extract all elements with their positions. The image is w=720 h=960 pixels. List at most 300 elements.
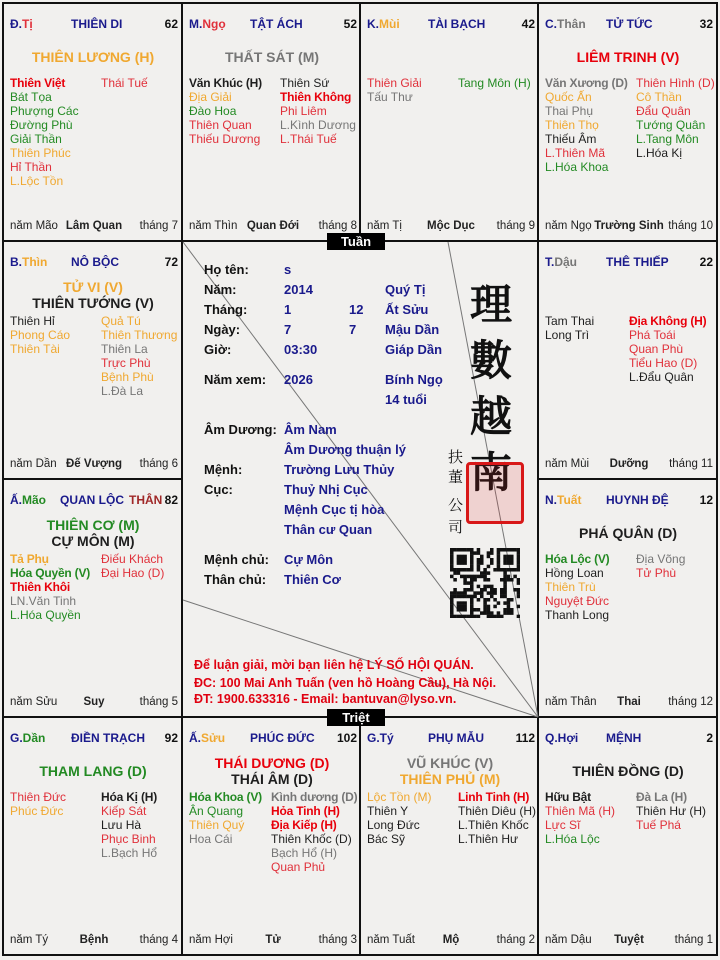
qr-module (463, 578, 467, 582)
palace-name-text: THIÊN DI (71, 17, 123, 31)
minor-star: Thiên Sứ (280, 76, 330, 90)
minor-stars-right (101, 76, 148, 90)
qr-module (480, 561, 484, 565)
palace-header (10, 731, 178, 747)
qr-module (477, 585, 481, 589)
qr-module (510, 561, 514, 565)
life-stage: Thai (617, 696, 641, 708)
qr-module (457, 605, 461, 609)
qr-module (510, 558, 514, 562)
qr-module (477, 551, 481, 555)
qr-module (453, 595, 457, 599)
heavenly-stem: G. (10, 731, 23, 745)
month-label: tháng 9 (496, 220, 535, 232)
minor-star: Long Trì (545, 328, 590, 342)
qr-module (500, 568, 504, 572)
qr-module (463, 581, 467, 585)
info-value: Mậu Dần (385, 322, 440, 337)
qr-module (450, 558, 454, 562)
earthly-branch: Tị (22, 17, 33, 31)
qr-module (497, 601, 501, 605)
logo-character: 理 (470, 280, 513, 329)
main-star: VŨ KHÚC (V) (406, 755, 494, 771)
palace-footer (545, 696, 713, 708)
palace-name-text: TỬ TỨC (606, 17, 653, 31)
qr-module (483, 601, 487, 605)
minor-star: Quan Phù (629, 342, 684, 356)
qr-module (483, 611, 487, 615)
palace-name-text: ĐIỀN TRẠCH (71, 731, 145, 745)
qr-module (497, 561, 501, 565)
minor-star: L.Thiên Hư (458, 832, 519, 846)
qr-module (453, 568, 457, 572)
qr-module (470, 588, 474, 592)
minor-star: Địa Giải (189, 90, 232, 104)
minor-stars-right (636, 76, 715, 160)
qr-module (483, 598, 487, 602)
minor-star: LN.Văn Tinh (10, 594, 77, 608)
qr-module (453, 578, 457, 582)
minor-star: Đường Phù (10, 118, 73, 132)
life-stage: Mộ (442, 934, 460, 946)
minor-star: Thiên Tài (10, 342, 60, 356)
qr-module (470, 561, 474, 565)
tuan-marker: Tuần (327, 233, 385, 250)
palace-cell[interactable] (183, 718, 361, 956)
qr-module (513, 588, 517, 592)
year-label: năm Tuất (367, 934, 415, 946)
palace-name (428, 731, 484, 745)
qr-module (460, 575, 464, 579)
qr-module (470, 581, 474, 585)
qr-module (453, 615, 457, 618)
minor-star: Địa Võng (636, 552, 686, 566)
qr-module (473, 595, 477, 599)
qr-module (467, 568, 471, 572)
palace-cell[interactable] (4, 242, 182, 480)
qr-module (507, 601, 511, 605)
qr-module (450, 608, 454, 612)
minor-star: Tấu Thư (367, 90, 413, 104)
info-value: Thiên Cơ (284, 572, 341, 587)
palace-cell[interactable] (539, 4, 717, 242)
minor-star: L.Hóa Lộc (545, 832, 600, 846)
palace-cell[interactable] (361, 718, 539, 956)
contact-line: ĐC: 100 Mai Anh Tuấn (ven hồ Hoàng Cầu), Hà Nội. (194, 676, 497, 690)
triet-marker: Triệt (327, 709, 385, 726)
qr-module (467, 588, 471, 592)
minor-star: Quả Tú (101, 314, 141, 328)
qr-module (480, 575, 484, 579)
palace-name-text: PHỤ MẪU (428, 731, 484, 745)
qr-module (503, 548, 507, 552)
info-label: Mệnh: (204, 462, 243, 477)
minor-star: Phục Binh (101, 832, 156, 846)
qr-module (457, 591, 461, 595)
qr-module (477, 591, 481, 595)
qr-module (470, 551, 474, 555)
minor-stars-right (636, 790, 706, 832)
qr-module (450, 595, 454, 599)
earthly-branch: Ngọ (202, 17, 226, 31)
earthly-branch: Tý (379, 731, 394, 745)
palace-cell[interactable] (361, 4, 539, 242)
qr-module (493, 605, 497, 609)
minor-stars-right (101, 552, 164, 580)
minor-star: Thai Phụ (545, 104, 594, 118)
red-seal (466, 462, 524, 524)
qr-module (487, 591, 491, 595)
qr-module (470, 565, 474, 569)
qr-module (463, 595, 467, 599)
qr-module (517, 548, 520, 552)
minor-star: Tang Môn (H) (458, 76, 531, 90)
qr-module (463, 591, 467, 595)
minor-stars-left (10, 76, 79, 188)
minor-star: L.Lộc Tồn (10, 174, 64, 188)
qr-module (463, 608, 467, 612)
heavenly-stem: N. (545, 493, 557, 507)
qr-module (497, 548, 501, 552)
info-value: 03:30 (284, 342, 318, 357)
qr-module (450, 605, 454, 609)
heavenly-stem: Ấ. (189, 731, 201, 745)
year-label: năm Sửu (10, 696, 58, 708)
palace-cell[interactable] (4, 4, 182, 242)
qr-module (503, 585, 507, 589)
qr-module (450, 611, 454, 615)
minor-star: Thiên La (101, 342, 148, 356)
qr-module (507, 561, 511, 565)
qr-module (510, 548, 514, 552)
qr-module (493, 588, 497, 592)
qr-module (477, 568, 481, 572)
heavenly-stem: Ấ. (10, 493, 22, 507)
minor-star: Lưu Hà (101, 818, 142, 832)
minor-star: Thiên Khốc (D) (271, 832, 352, 846)
minor-star: Nguyệt Đức (545, 594, 610, 608)
qr-module (483, 608, 487, 612)
logo-character: 數 (470, 336, 513, 385)
minor-star: Thiên Khôi (10, 580, 70, 594)
main-star: TỬ VI (V) (63, 279, 123, 295)
minor-stars-right (458, 76, 531, 90)
minor-star: Lực Sĩ (545, 818, 581, 832)
logo-small-character: 扶 (448, 448, 464, 466)
year-label: năm Thìn (189, 220, 238, 232)
main-stars (539, 38, 717, 76)
main-star: CỰ MÔN (M) (51, 533, 135, 549)
qr-module (487, 565, 491, 569)
minor-star: Thanh Long (545, 608, 610, 622)
qr-module (477, 575, 481, 579)
qr-module (510, 608, 514, 612)
month-label: tháng 10 (668, 220, 713, 232)
qr-module (503, 611, 507, 615)
qr-module (470, 595, 474, 599)
minor-star: Đẩu Quân (636, 104, 691, 118)
qr-module (463, 601, 467, 605)
minor-stars-left (545, 76, 628, 174)
qr-module (503, 568, 507, 572)
qr-module (460, 561, 464, 565)
qr-module (503, 588, 507, 592)
year-label: năm Thân (545, 696, 597, 708)
palace-cell[interactable] (4, 718, 182, 956)
minor-star: Thiên Phúc (10, 146, 71, 160)
qr-module (490, 551, 494, 555)
qr-module (477, 615, 481, 618)
qr-module (517, 588, 520, 592)
palace-footer (189, 934, 357, 946)
year-label: năm Dậu (545, 934, 592, 946)
minor-stars-right (101, 314, 177, 398)
month-label: tháng 1 (674, 934, 713, 946)
info-value: Giáp Dần (385, 342, 443, 357)
qr-module (507, 608, 511, 612)
qr-module (517, 595, 520, 599)
qr-module (450, 601, 454, 605)
qr-module (483, 568, 487, 572)
qr-module (457, 548, 461, 552)
logo-small-character: 公 (448, 496, 464, 514)
minor-star: Quốc Ấn (545, 90, 592, 104)
minor-star: Long Đức (367, 818, 420, 832)
qr-module (510, 611, 514, 615)
qr-module (460, 558, 464, 562)
main-star: PHÁ QUÂN (D) (579, 525, 677, 541)
minor-star: L.Thái Tuế (280, 132, 337, 146)
qr-module (467, 615, 471, 618)
qr-module (450, 575, 454, 579)
minor-star: Bát Tọa (10, 90, 52, 104)
palace-cell[interactable] (539, 480, 717, 718)
info-label: Giờ: (204, 342, 232, 357)
minor-stars-right (629, 314, 706, 384)
qr-module (497, 568, 501, 572)
palace-name-text: TÀI BẠCH (428, 17, 486, 31)
palace-name-text: NÔ BỘC (71, 255, 119, 269)
life-stage: Tử (265, 934, 281, 946)
qr-module (497, 565, 501, 569)
life-stage: Suy (83, 696, 105, 708)
main-star: THẤT SÁT (M) (224, 49, 320, 65)
qr-module (453, 591, 457, 595)
main-star: THAM LANG (D) (39, 763, 147, 779)
minor-star: Tả Phụ (10, 552, 49, 566)
minor-star: Đại Hao (D) (101, 566, 165, 580)
info-value: Quý Tị (385, 282, 426, 297)
palace-name (606, 731, 641, 745)
info-value: 14 tuổi (385, 392, 427, 407)
earthly-branch: Dần (22, 731, 46, 745)
qr-module (473, 575, 477, 579)
qr-module (477, 548, 481, 552)
minor-star: Thiên Quý (189, 818, 245, 832)
minor-star: Phúc Đức (10, 804, 64, 818)
earthly-branch: Thân (557, 17, 586, 31)
palace-name (606, 17, 653, 31)
qr-module (510, 568, 514, 572)
main-stars (4, 514, 182, 552)
month-label: tháng 4 (139, 934, 178, 946)
qr-module (503, 578, 507, 582)
qr-module (477, 608, 481, 612)
minor-star: Văn Khúc (H) (189, 76, 262, 90)
qr-module (497, 611, 501, 615)
qr-module (460, 615, 464, 618)
qr-module (507, 568, 511, 572)
qr-module (463, 615, 467, 618)
qr-module (480, 571, 484, 575)
info-value: Mệnh Cục tị hòa (284, 502, 385, 517)
qr-module (467, 595, 471, 599)
qr-module (460, 568, 464, 572)
minor-stars-right (636, 552, 685, 580)
minor-star: Hóa Lộc (V) (545, 552, 610, 566)
minor-star: Thiên Đức (10, 790, 67, 804)
palace-name-text: MỆNH (606, 731, 642, 745)
qr-module (450, 591, 454, 595)
minor-star: Thiên Mã (H) (545, 804, 616, 818)
qr-module (493, 598, 497, 602)
qr-module (473, 608, 477, 612)
qr-module (487, 578, 491, 582)
qr-module (517, 568, 520, 572)
year-label: năm Hợi (189, 934, 233, 946)
info-label: Năm xem: (204, 372, 267, 387)
qr-module (470, 578, 474, 582)
qr-module (450, 615, 454, 618)
contact-line: Để luận giải, mời bạn liên hệ LÝ SỐ HỘI QUÁN. (194, 658, 474, 672)
minor-star: Phi Liêm (280, 104, 327, 118)
qr-module (470, 615, 474, 618)
qr-module (503, 608, 507, 612)
minor-star: L.Kình Dương (280, 118, 356, 132)
qr-module (463, 568, 467, 572)
year-label: năm Dần (10, 458, 57, 470)
minor-stars-left (545, 552, 609, 622)
palace-footer (189, 220, 357, 232)
minor-stars-left (367, 76, 422, 104)
info-value: Bính Ngọ (385, 372, 443, 387)
month-label: tháng 3 (318, 934, 357, 946)
heavenly-stem: B. (10, 255, 22, 269)
main-star: THÁI DƯƠNG (D) (214, 755, 330, 771)
month-label: tháng 8 (318, 220, 357, 232)
qr-module (487, 598, 491, 602)
palace-name (60, 493, 162, 507)
minor-stars-left (189, 790, 262, 846)
info-value: 12 (349, 302, 364, 317)
minor-star: L.Thiên Mã (545, 146, 606, 160)
earthly-branch: Hợi (557, 731, 579, 745)
minor-stars-left (10, 552, 90, 622)
minor-star: Tử Phù (636, 566, 677, 580)
qr-module (517, 615, 520, 618)
minor-star: Thái Tuế (101, 76, 148, 90)
qr-module (477, 561, 481, 565)
qr-module (463, 561, 467, 565)
minor-stars-left (189, 76, 262, 146)
qr-module (483, 578, 487, 582)
info-value: Cự Môn (284, 552, 334, 567)
palace-name (71, 17, 122, 31)
minor-stars-right (271, 790, 357, 874)
qr-module (457, 601, 461, 605)
minor-star: Thiếu Dương (189, 132, 261, 146)
qr-module (463, 605, 467, 609)
palace-cell[interactable] (539, 242, 717, 480)
palace-name-text: TẬT ÁCH (250, 17, 303, 31)
qr-module (490, 611, 494, 615)
minor-star: Phá Toái (629, 328, 676, 342)
main-stars (539, 752, 717, 790)
main-star: THIÊN PHỦ (M) (399, 771, 501, 787)
info-value: s (284, 262, 292, 277)
minor-star: Thiên Diêu (H) (458, 804, 537, 818)
qr-module (453, 571, 457, 575)
qr-module (460, 591, 464, 595)
qr-module (470, 605, 474, 609)
logo-small-character: 司 (448, 518, 464, 536)
qr-module (470, 568, 474, 572)
info-value: 7 (349, 322, 357, 337)
age-range: 32 (699, 17, 713, 31)
age-range: 72 (164, 255, 178, 269)
qr-module (517, 555, 520, 559)
info-value: 1 (284, 302, 292, 317)
qr-module (487, 615, 491, 618)
minor-star: Bác Sỹ (367, 832, 406, 846)
qr-module (513, 575, 517, 579)
main-star: LIÊM TRINH (V) (576, 49, 680, 65)
qr-module (480, 558, 484, 562)
qr-module (450, 548, 454, 552)
logo-small-character: 董 (448, 468, 464, 486)
info-value: Thân cư Quan (284, 522, 373, 537)
qr-module (463, 555, 467, 559)
heavenly-stem: Q. (545, 731, 558, 745)
qr-module (490, 558, 494, 562)
year-label: năm Tị (367, 220, 402, 232)
month-label: tháng 6 (139, 458, 178, 470)
palace-footer (10, 934, 178, 946)
palace-cell[interactable] (183, 4, 361, 242)
minor-star: Trực Phù (101, 356, 151, 370)
palace-cell[interactable] (4, 480, 182, 718)
qr-module (457, 595, 461, 599)
minor-star: Linh Tinh (H) (458, 790, 530, 804)
qr-module (503, 581, 507, 585)
qr-module (500, 588, 504, 592)
palace-footer (10, 696, 178, 708)
minor-star: L.Tang Môn (636, 132, 699, 146)
qr-module (517, 578, 520, 582)
qr-module (460, 555, 464, 559)
life-stage: Mộc Dục (427, 220, 475, 232)
palace-name (71, 255, 119, 269)
qr-module (473, 591, 477, 595)
minor-star: Lộc Tồn (M) (367, 790, 432, 804)
minor-star: Quan Phủ (271, 860, 326, 874)
month-label: tháng 5 (139, 696, 178, 708)
qr-module (507, 555, 511, 559)
heavenly-stem: G. (367, 731, 380, 745)
qr-module (507, 548, 511, 552)
palace-cell[interactable] (539, 718, 717, 956)
minor-star: Tuế Phá (636, 818, 681, 832)
